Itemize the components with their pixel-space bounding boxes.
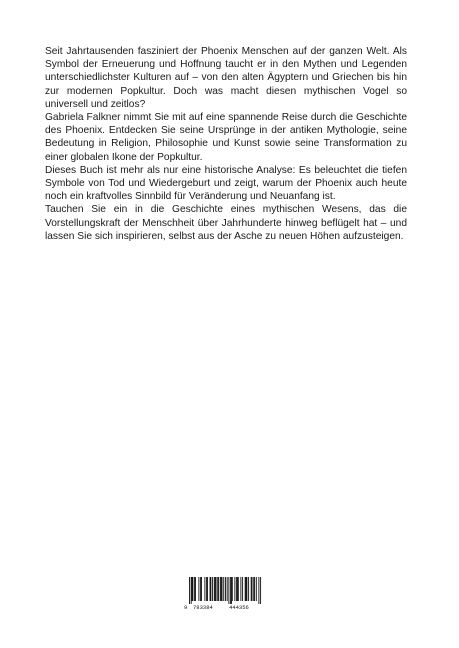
barcode-bar — [223, 577, 224, 601]
barcode-bar — [232, 577, 233, 601]
isbn-barcode — [185, 577, 265, 615]
paragraph-invitation: Tauchen Sie ein in die Geschichte eines mythischen Wesens, das die Vorstellungskraft der Menschheit über Jahrhunderte hinweg beflügelt hat – und lassen Sie sich inspirieren, selbst aus der Asche zu neuen Höhen aufzusteigen. — [45, 204, 407, 242]
paragraph-author-journey: Gabriela Falkner nimmt Sie mit auf eine spannende Reise durch die Geschichte des Phoenix. Entdecken Sie seine Ursprünge in der antiken Mythologie, seine Bedeutung in Religion, Philosophie und Kunst sowie seine Transformation zu einer globalen Ikone der Popkultur. — [45, 112, 407, 163]
barcode-bar — [231, 577, 232, 604]
barcode-bar — [236, 577, 237, 601]
barcode-bar — [195, 577, 196, 601]
barcode-bar — [248, 577, 249, 601]
barcode-bar — [228, 577, 229, 604]
barcode-bar — [254, 577, 255, 601]
back-cover-text — [45, 45, 407, 243]
barcode-bar — [252, 577, 253, 601]
barcode-bar — [200, 577, 201, 601]
barcode-group-right: 444356 — [229, 604, 249, 611]
barcode-bar — [237, 577, 238, 601]
barcode-bar — [201, 577, 202, 601]
barcode-bar — [238, 577, 239, 601]
barcode-bar — [194, 577, 195, 601]
barcode-bar — [207, 577, 208, 601]
barcode-bar — [251, 577, 252, 601]
barcode-bar — [246, 577, 247, 601]
barcode-bar — [204, 577, 205, 601]
barcode-bar — [242, 577, 243, 601]
barcode-bar — [260, 577, 261, 604]
barcode-bar — [253, 577, 254, 601]
barcode-bar — [230, 577, 231, 604]
barcode-bar — [192, 577, 193, 601]
barcode-bar — [246, 577, 247, 601]
barcode-bar — [210, 577, 211, 601]
barcode-bar — [222, 577, 223, 601]
barcode-bar — [192, 577, 193, 601]
barcode-group-left: 783384 — [193, 604, 213, 611]
barcode-bar — [191, 577, 192, 604]
barcode-bar — [212, 577, 213, 601]
barcode-bars — [185, 577, 265, 604]
barcode-bar — [216, 577, 217, 601]
barcode-bar — [198, 577, 199, 601]
barcode-bar — [218, 577, 219, 601]
barcode-digit-first: 9 — [184, 604, 188, 611]
barcode-bar — [220, 577, 221, 601]
barcode-bar — [256, 577, 257, 601]
barcode-bar — [227, 577, 228, 601]
barcode-bar — [240, 577, 241, 601]
paragraph-intro: Seit Jahrtausenden fasziniert der Phoenix Menschen auf der ganzen Welt. Als Symbol der Erneuerung und Hoffnung taucht er in den Mythen und Legenden unterschiedlichster Kulturen auf – von den alten Ägyptern und Griechen bis hin zur modernen Popkultur. Doch was macht diesen mythischen Vogel so universell und zeitlos? — [45, 46, 407, 110]
barcode-bar — [189, 577, 190, 604]
barcode-bar — [245, 577, 246, 601]
barcode-bar — [210, 577, 211, 601]
barcode-bar — [214, 577, 215, 601]
barcode-bar — [206, 577, 207, 601]
barcode-bar — [217, 577, 218, 601]
barcode-bar — [258, 577, 259, 604]
barcode-bar — [215, 577, 216, 601]
barcode-bar — [234, 577, 235, 601]
barcode-bar — [221, 577, 222, 601]
barcode-bar — [225, 577, 226, 601]
paragraph-analysis: Dieses Buch ist mehr als nur eine historische Analyse: Es beleuchtet die tiefen Symbole von Tod und Wiedergeburt und zeigt, warum der Phoenix auch heute noch ein kraftvolles Sinnbild für Veränderung und Neuanfang ist. — [45, 164, 407, 203]
